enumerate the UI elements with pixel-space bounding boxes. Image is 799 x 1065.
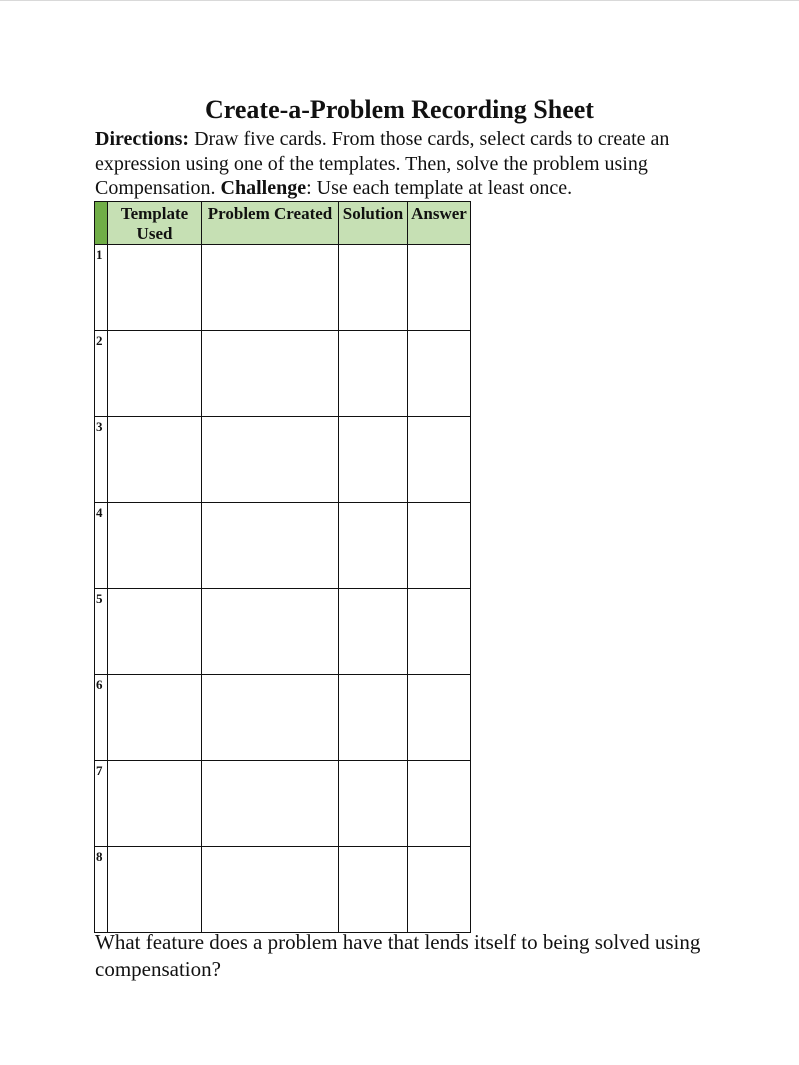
template-used-cell[interactable] [108, 761, 202, 847]
template-used-cell[interactable] [108, 331, 202, 417]
answer-cell[interactable] [408, 245, 471, 331]
answer-cell[interactable] [408, 417, 471, 503]
table-row [95, 503, 471, 589]
solution-cell[interactable] [339, 675, 408, 761]
solution-cell[interactable] [339, 331, 408, 417]
answer-cell[interactable] [408, 847, 471, 933]
problem-created-cell[interactable] [202, 675, 339, 761]
row-number: 8 [95, 847, 108, 933]
problem-created-cell[interactable] [202, 761, 339, 847]
template-used-cell[interactable] [108, 417, 202, 503]
challenge-label: Challenge [220, 177, 307, 199]
template-used-cell[interactable] [108, 675, 202, 761]
header-row-number [95, 202, 108, 245]
solution-cell[interactable] [339, 761, 408, 847]
directions-text: Draw five cards. From those cards, select cards to create an expression using one of the templates. Then, solve the problem using Compensation. [95, 128, 670, 199]
solution-cell[interactable] [339, 847, 408, 933]
row-number: 2 [95, 331, 108, 417]
recording-table [94, 201, 471, 933]
answer-cell[interactable] [408, 503, 471, 589]
template-used-cell[interactable] [108, 589, 202, 675]
page-title: Create-a-Problem Recording Sheet [205, 95, 594, 124]
template-used-cell[interactable] [108, 847, 202, 933]
header-template-used: Template Used [108, 202, 202, 245]
problem-created-cell[interactable] [202, 417, 339, 503]
top-rule [0, 0, 799, 1]
directions-paragraph [95, 127, 705, 201]
row-number: 5 [95, 589, 108, 675]
template-used-cell[interactable] [108, 503, 202, 589]
table-row [95, 589, 471, 675]
answer-cell[interactable] [408, 761, 471, 847]
answer-cell[interactable] [408, 589, 471, 675]
row-number: 3 [95, 417, 108, 503]
table-row [95, 417, 471, 503]
directions-label: Directions: [95, 128, 190, 150]
problem-created-cell[interactable] [202, 589, 339, 675]
problem-created-cell[interactable] [202, 331, 339, 417]
header-problem-created: Problem Created [202, 202, 339, 245]
row-number: 1 [95, 245, 108, 331]
problem-created-cell[interactable] [202, 503, 339, 589]
header-solution: Solution [339, 202, 408, 245]
row-number: 6 [95, 675, 108, 761]
row-number: 4 [95, 503, 108, 589]
problem-created-cell[interactable] [202, 245, 339, 331]
solution-cell[interactable] [339, 589, 408, 675]
template-used-cell[interactable] [108, 245, 202, 331]
table-row [95, 761, 471, 847]
table-header-row [95, 202, 471, 245]
row-number: 7 [95, 761, 108, 847]
solution-cell[interactable] [339, 417, 408, 503]
solution-cell[interactable] [339, 245, 408, 331]
answer-cell[interactable] [408, 331, 471, 417]
challenge-text: : Use each template at least once. [306, 177, 573, 199]
table-row [95, 331, 471, 417]
reflection-question: What feature does a problem have that lends itself to being solved using compensation? [95, 930, 701, 981]
problem-created-cell[interactable] [202, 847, 339, 933]
table-row [95, 847, 471, 933]
table-row [95, 245, 471, 331]
table-row [95, 675, 471, 761]
answer-cell[interactable] [408, 675, 471, 761]
solution-cell[interactable] [339, 503, 408, 589]
header-answer: Answer [408, 202, 471, 245]
